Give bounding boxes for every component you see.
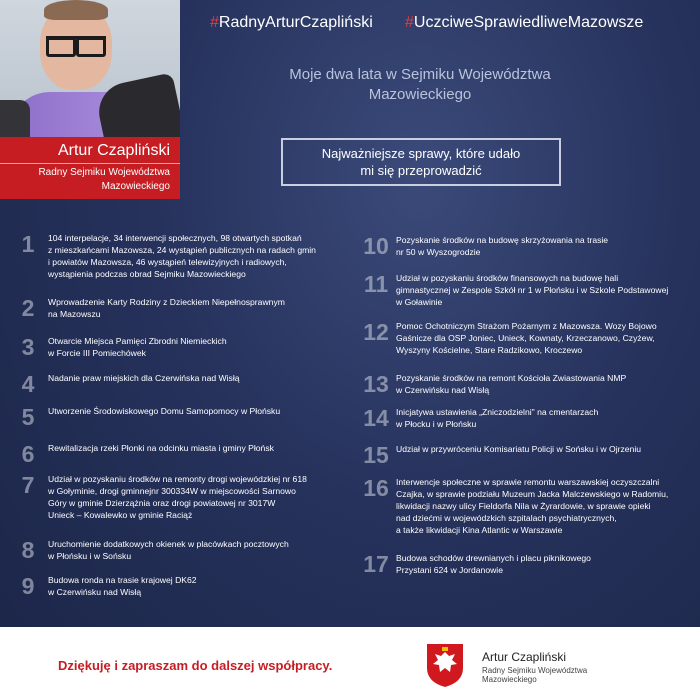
achievement-line: w Forcie III Pomiechówek: [48, 348, 146, 358]
footer-role-line2: Mazowieckiego: [482, 675, 537, 684]
achievement-line: a także likwidacji Kina Atlantic w Warszawie: [396, 525, 563, 535]
achievement-item-10: [360, 234, 695, 259]
hashtag-1-text: RadnyArturCzapliński: [218, 14, 373, 31]
achievement-text: [48, 232, 316, 280]
achievement-number: 9: [21, 573, 35, 599]
achievement-line: Inicjatywa ustawienia „Zniczodzielni" na cmentarzach: [396, 407, 599, 417]
achievement-line: Budowa schodów drewnianych i placu piknikowego: [396, 553, 591, 563]
achievement-line: nad dziećmi w wojewódzkich szpitalach psychiatrycznych,: [396, 513, 617, 523]
achievement-number: 13: [363, 371, 389, 397]
achievement-line: Pozyskanie środków na budowę skrzyżowania na trasie: [396, 235, 609, 245]
achievement-item-7: [12, 473, 342, 521]
achievement-number: 10: [363, 233, 389, 259]
achievement-line: Interwencje społeczne w sprawie remontu warszawskiej oczyszczalni: [396, 477, 660, 487]
achievement-line: wystąpienia podczas obrad Sejmiku Mazowieckiego: [48, 269, 246, 279]
box-line1: Najważniejsze sprawy, które udało: [321, 146, 521, 161]
achievement-number: 1: [21, 231, 35, 257]
achievement-line: w Płońsku i w Sońsku: [48, 551, 132, 561]
thanks-text: Dziękuję i zapraszam do dalszej współpracy.: [58, 658, 333, 673]
achievement-number: 14: [363, 405, 389, 431]
achievement-number: 11: [363, 271, 389, 297]
achievement-text: [396, 552, 591, 576]
achievement-line: 104 interpelacje, 34 interwencji społecznych, 98 otwartych spotkań: [48, 233, 302, 243]
footer-name: Artur Czapliński: [482, 650, 567, 664]
achievement-item-1: [12, 232, 342, 280]
achievement-number: 16: [363, 475, 389, 501]
achievement-line: Unieck – Kowalewko w gminie Raciąż: [48, 510, 193, 520]
profile-role-line1: Radny Sejmiku Województwa: [38, 167, 170, 178]
achievement-number: 2: [21, 295, 35, 321]
headline: [230, 65, 610, 105]
achievement-text: [396, 320, 657, 356]
achievement-number: 5: [21, 404, 35, 430]
achievement-line: Uruchomienie dodatkowych okienek w placówkach pocztowych: [48, 539, 289, 549]
achievement-item-2: [12, 296, 342, 321]
achievement-number: 3: [21, 334, 35, 360]
achievement-line: Wyszyny Kościelne, Stare Radzikowo, Kroczewo: [396, 345, 583, 355]
headline-line1: Moje dwa lata w Sejmiku Województwa: [289, 66, 551, 83]
hashtag-2-text: UczciweSprawiedliweMazowsze: [413, 14, 644, 31]
achievement-text: [48, 473, 307, 521]
achievement-line: Wprowadzenie Karty Rodziny z Dzieckiem Niepełnosprawnym: [48, 297, 285, 307]
footer-role: [482, 666, 587, 684]
achievement-line: Udział w przywróceniu Komisariatu Policji w Sońsku i w Ojrzeniu: [396, 444, 642, 454]
headline-line2: Mazowieckiego: [368, 86, 472, 103]
achievement-line: w Gołyminie, drogi gminnejnr 300334W w miejscowości Sarnowo: [48, 486, 296, 496]
achievement-line: Utworzenie Środowiskowego Domu Samopomocy w Płońsku: [48, 406, 281, 416]
achievement-item-15: [360, 443, 695, 468]
hashtag-1: #RadnyArturCzapliński: [210, 14, 373, 31]
achievement-line: Udział w pozyskaniu środków na remonty drogi wojewódzkiej nr 618: [48, 474, 307, 484]
achievement-number: 12: [363, 319, 389, 345]
achievement-text: [48, 372, 240, 384]
achievement-item-3: [12, 335, 342, 360]
achievement-line: Otwarcie Miejsca Pamięci Zbrodni Niemieckich: [48, 336, 227, 346]
achievement-line: Rewitalizacja rzeki Płonki na odcinku miasta i gminy Płońsk: [48, 443, 274, 453]
achievement-item-4: [12, 372, 342, 397]
coat-of-arms-icon: [425, 642, 465, 688]
achievement-text: [48, 296, 285, 320]
achievement-line: w Czerwińsku nad Wisłą: [396, 385, 490, 395]
achievement-text: [48, 574, 197, 598]
achievement-line: Nadanie praw miejskich dla Czerwińska nad Wisłą: [48, 373, 240, 383]
achievement-line: w Płocku i w Płońsku: [396, 419, 477, 429]
achievement-number: 4: [21, 371, 35, 397]
achievement-item-16: [360, 476, 695, 536]
achievement-text: [48, 538, 289, 562]
achievement-line: likwidacji nazwy ulicy Fieldorfa Nila w Żyrardowie, w sprawie opieki: [396, 501, 651, 511]
footer: [0, 627, 700, 700]
achievement-item-14: [360, 406, 695, 431]
achievement-item-6: [12, 442, 342, 467]
achievement-line: Czajka, w sprawie podziału Muzeum Jacka Malczewskiego w Radomiu,: [396, 489, 669, 499]
achievement-item-12: [360, 320, 695, 356]
achievement-line: w Goławinie: [396, 297, 443, 307]
achievement-item-5: [12, 405, 342, 430]
achievement-text: [48, 335, 227, 359]
achievement-text: [396, 476, 668, 536]
achievement-number: 15: [363, 442, 389, 468]
achievement-item-11: [360, 272, 695, 308]
achievement-item-13: [360, 372, 695, 397]
achievement-item-8: [12, 538, 342, 563]
achievement-line: i powiatów Mazowsza, 46 wystąpień telewizyjnych i radiowych,: [48, 257, 287, 267]
hashtag-2: #UczciweSprawiedliweMazowsze: [405, 14, 644, 31]
achievement-line: na Mazowszu: [48, 309, 101, 319]
achievement-number: 17: [363, 551, 389, 577]
achievement-line: z mieszkańcami Mazowsza, 24 wystąpień publicznych na radach gmin: [48, 245, 316, 255]
achievement-line: Pomoc Ochotniczym Strażom Pożarnym z Mazowsza. Wozy Bojowo: [396, 321, 657, 331]
achievement-text: [48, 442, 274, 454]
profile-name: Artur Czapliński: [57, 142, 170, 159]
achievement-number: 8: [21, 537, 35, 563]
achievement-item-9: [12, 574, 342, 599]
achievement-line: nr 50 w Wyszogrodzie: [396, 247, 481, 257]
achievement-text: [396, 372, 626, 396]
achievements-heading-box: [281, 138, 561, 186]
achievement-line: gimnastycznej w Zespole Szkół nr 1 w Płońsku i w Szkole Podstawowej: [396, 285, 669, 295]
achievement-text: [396, 443, 641, 455]
achievement-line: Budowa ronda na trasie krajowej DK62: [48, 575, 197, 585]
achievement-number: 7: [21, 472, 35, 498]
achievement-text: [396, 406, 598, 430]
profile-namebox: [0, 137, 180, 199]
box-line2: mi się przeprowadzić: [360, 163, 482, 178]
achievement-text: [48, 405, 280, 417]
portrait-photo: [0, 0, 180, 140]
achievement-line: Góry w gminie Dzierzążnia oraz drogi powiatowej nr 3017W: [48, 498, 276, 508]
achievement-line: Udział w pozyskaniu środków finansowych na budowę hali: [396, 273, 619, 283]
achievement-line: Pozyskanie środków na remont Kościoła Zwiastowania NMP: [396, 373, 627, 383]
achievement-item-17: [360, 552, 695, 577]
achievement-number: 6: [21, 441, 35, 467]
achievement-line: w Czerwińsku nad Wisłą: [48, 587, 142, 597]
achievement-line: Przystani 624 w Jordanowie: [396, 565, 503, 575]
profile-role-line2: Mazowieckiego: [101, 181, 170, 192]
achievement-line: Gaśnicze dla OSP Joniec, Unieck, Kownaty, Krzeczanowo, Czyżew,: [396, 333, 655, 343]
achievement-text: [396, 234, 608, 258]
footer-role-line1: Radny Sejmiku Województwa: [482, 666, 588, 675]
achievement-text: [396, 272, 668, 308]
